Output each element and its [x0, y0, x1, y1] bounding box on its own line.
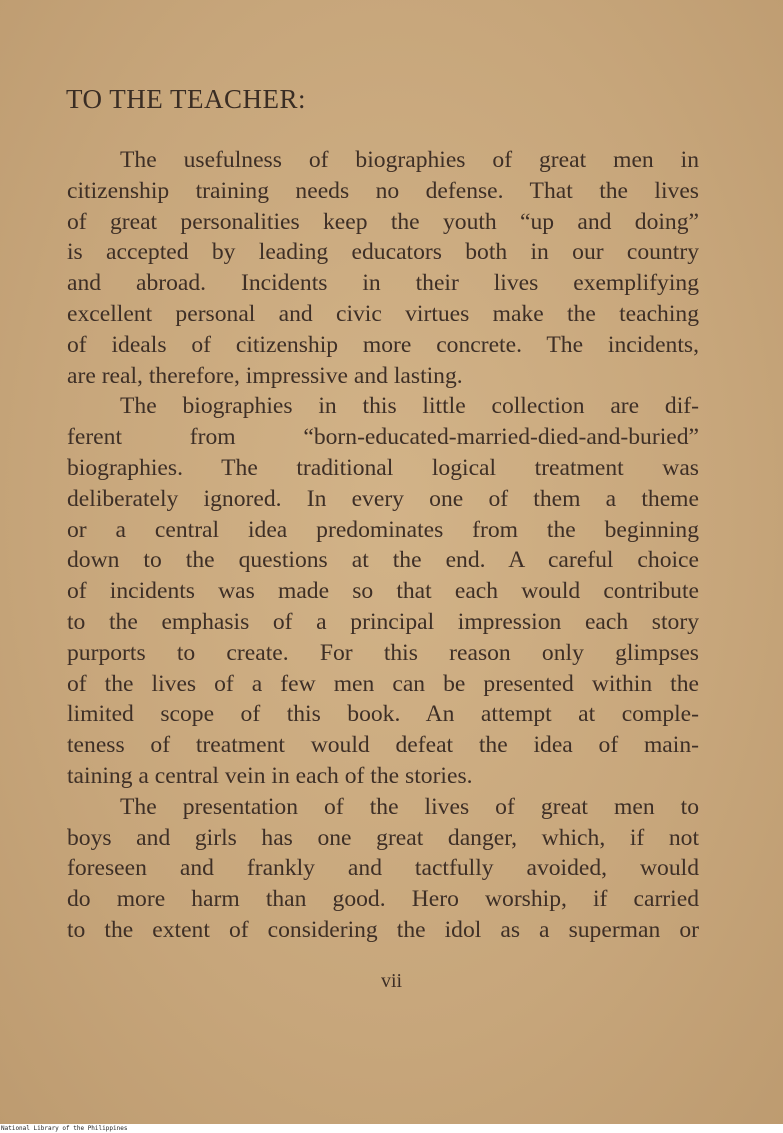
text-line: boys and girls has one great danger, which, if not: [67, 824, 699, 851]
text-line: of great personalities keep the youth “up and doing”: [67, 208, 699, 235]
text-line: deliberately ignored. In every one of them a theme: [67, 485, 699, 512]
text-line: down to the questions at the end. A careful choice: [67, 547, 699, 574]
paragraph-2: [67, 391, 699, 791]
page-number: vii: [380, 970, 403, 992]
text-line: of the lives of a few men can be presented within the: [67, 670, 699, 697]
text-line: and abroad. Incidents in their lives exemplifying: [67, 270, 699, 297]
text-line: are real, therefore, impressive and lasting.: [67, 362, 463, 389]
text-line: foreseen and frankly and tactfully avoided, would: [67, 855, 699, 882]
text-line: The biographies in this little collection are dif-: [120, 393, 699, 420]
text-line: of ideals of citizenship more concrete. The incidents,: [67, 331, 699, 358]
text-line: citizenship training needs no defense. That the lives: [67, 177, 699, 204]
text-line: taining a central vein in each of the stories.: [67, 762, 473, 789]
text-line: or a central idea predominates from the beginning: [67, 516, 699, 543]
text-line: excellent personal and civic virtues make the teaching: [67, 300, 699, 327]
paragraph-1: [67, 145, 699, 391]
text-line: biographies. The traditional logical treatment was: [67, 454, 699, 481]
text-line: limited scope of this book. An attempt at comple-: [67, 701, 699, 728]
library-credit: National Library of the Philippines: [0, 1124, 783, 1133]
paragraph-3: [67, 792, 699, 946]
text-line: to the emphasis of a principal impression each story: [67, 608, 699, 635]
body-text: [67, 145, 699, 946]
text-line: of incidents was made so that each would contribute: [67, 578, 699, 605]
text-line: is accepted by leading educators both in our country: [67, 239, 699, 266]
text-line: ferent from “born-educated-married-died-and-buried”: [67, 424, 699, 451]
text-line: The usefulness of biographies of great men in: [120, 147, 699, 173]
text-line: The presentation of the lives of great men to: [120, 793, 699, 820]
section-heading: TO THE TEACHER:: [66, 84, 307, 114]
text-line: purports to create. For this reason only glimpses: [67, 639, 699, 666]
text-line: to the extent of considering the idol as a superman or: [67, 916, 699, 943]
text-line: do more harm than good. Hero worship, if carried: [67, 886, 699, 913]
text-line: teness of treatment would defeat the idea of main-: [67, 732, 699, 759]
